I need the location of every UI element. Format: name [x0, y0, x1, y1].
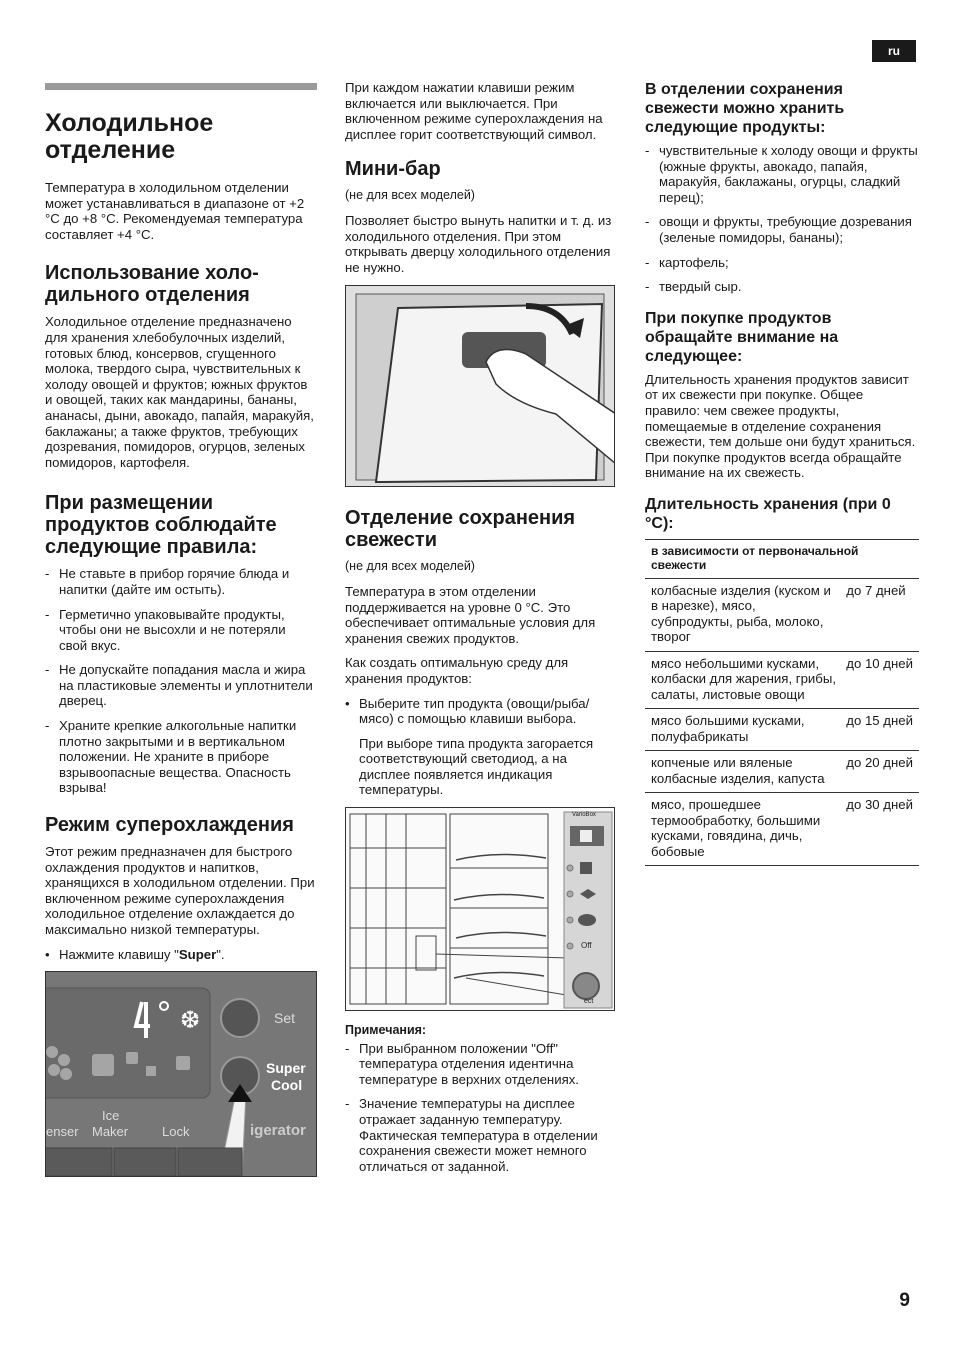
- list-item: - картофель;: [645, 255, 919, 271]
- food-cell: копченые или вяленые колбасные изделия, капуста: [645, 751, 842, 793]
- minibar-figure: [345, 285, 615, 487]
- table-row: [645, 578, 919, 651]
- variobox-label: VarioBox: [572, 812, 596, 819]
- column-2: [345, 80, 617, 1183]
- usage-heading: Использование холо-дильного отделения: [45, 262, 259, 307]
- duration-heading: Длительность хранения (при 0 °C):: [645, 495, 891, 532]
- column-1: [45, 80, 317, 1177]
- food-cell: мясо большими кусками, полуфабрикаты: [645, 709, 842, 751]
- fresh-after-text: При выборе типа продукта загорается соответствующий светодиод, а на дисплее появляется индикация температуры.: [359, 735, 594, 798]
- supercool-continuation: При каждом нажатии клавиши режим включается или выключается. При включенном режиме суперохлаждения на дисплее горит соответствующий символ.: [345, 80, 603, 142]
- page-number: 9: [899, 1290, 910, 1311]
- variobox-figure: [345, 807, 615, 1011]
- food-cell: колбасные изделия (куском и в нарезке), мясо, субпродукты, рыба, молоко, творог: [645, 578, 842, 651]
- fresh-text-1: Температура в этом отделении поддерживается на уровне 0 °C. Это обеспечивает оптимальные условия для хранения свежих продуктов.: [345, 583, 596, 646]
- duration-cell: до 10 дней: [842, 651, 919, 709]
- buy-heading: При покупке продуктов обращайте внимание на следующее:: [645, 309, 839, 365]
- duration-cell: до 20 дней: [842, 751, 919, 793]
- list-item: • Нажмите клавишу "Super".: [45, 947, 317, 963]
- storage-duration-table: [645, 539, 919, 867]
- super-label: Super: [266, 1060, 306, 1077]
- buy-text: Длительность хранения продуктов зависит от их свежести при покупке. Общее правило: чем свежее продукты, помещаемые в отделение сохранения свежести, тем дольше они будут храниться. При покупке продуктов всегда обращайте внимание на их свежесть.: [645, 371, 916, 481]
- minibar-heading: Мини-бар: [345, 158, 441, 181]
- list-item: - овощи и фрукты, требующие дозревания (зеленые помидоры, бананы);: [645, 214, 919, 245]
- column-3: [645, 80, 919, 866]
- usage-text: Холодильное отделение предназначено для хранения хлебобулочных изделий, готовых блюд, консервов, сгущенного молока, твердого сыра, чувствительных к холоду овощей и фруктов; южных фруктов и овощей, таких как мандарины, бананы, ананасы, дыни, авокадо, папайя, маракуйя, баклажаны; а также фруктов, требующих дозревания, помидоров, огурцов, зеленых помидоров, картофеля.: [45, 314, 314, 470]
- list-item: - чувствительные к холоду овощи и фрукты (южные фрукты, авокадо, папайя, маракуйя, баклажаны, огурцы, сладкий перец);: [645, 143, 919, 205]
- list-item: - Не ставьте в прибор горячие блюда и напитки (дайте им остыть).: [45, 566, 317, 597]
- table-row: [645, 793, 919, 866]
- duration-cell: до 15 дней: [842, 709, 919, 751]
- intro-text: Температура в холодильном отделении может устанавливаться в диапазоне от +2 °C до +8 °C. Рекомендуемая температура составляет +4 °C.: [45, 180, 305, 242]
- refrigerator-label: igerator: [250, 1122, 306, 1140]
- ice-label: Ice: [102, 1108, 120, 1124]
- page-title: Холодильное отделение: [45, 109, 214, 164]
- list-item: - При выбранном положении "Off" температура отделения идентична температуре в верхних отделениях.: [345, 1041, 617, 1088]
- cool-label: Cool: [271, 1077, 303, 1094]
- notes-title: Примечания:: [345, 1023, 427, 1038]
- language-badge: ru: [872, 40, 916, 62]
- select-label: ect: [584, 998, 594, 1006]
- list-item: • Выберите тип продукта (овощи/рыба/мясо) с помощью клавиши выбора.: [345, 696, 617, 727]
- lock-label: Lock: [162, 1124, 190, 1140]
- table-row: [645, 751, 919, 793]
- duration-cell: до 7 дней: [842, 578, 919, 651]
- off-label: Off: [581, 941, 592, 951]
- set-label: Set: [274, 1010, 296, 1027]
- fresh-text-2: Как создать оптимальную среду для хранения продуктов:: [345, 655, 569, 686]
- fresh-note: (не для всех моделей): [345, 559, 475, 574]
- food-cell: мясо, прошедшее термообработку, большими кусками, говядина, дичь, бобовые: [645, 793, 842, 866]
- supercool-text: Этот режим предназначен для быстрого охлаждения продуктов и напитков, хранящихся в холодильном отделении. При включенном режиме суперохлаждения холодильное отделение охлаждается до максимально низкой температуры.: [45, 844, 315, 937]
- list-item: - Герметично упаковывайте продукты, чтобы они не высохли и не потеряли свой вкус.: [45, 607, 317, 654]
- maker-label: Maker: [92, 1124, 129, 1140]
- table-row: [645, 651, 919, 709]
- svg-text:❆: ❆: [180, 1006, 201, 1035]
- food-cell: мясо небольшими кусками, колбаски для жарения, грибы, салаты, листовые овощи: [645, 651, 842, 709]
- duration-cell: до 30 дней: [842, 793, 919, 866]
- dispenser-label: enser: [46, 1124, 79, 1140]
- rules-list: [45, 566, 317, 796]
- list-item: - Значение температуры на дисплее отражает заданную температуру. Фактическая температура в отделении сохранения свежести может немного отличаться от заданной.: [345, 1096, 617, 1174]
- list-item: - Храните крепкие алкогольные напитки плотно закрытыми и в вертикальном положении. Не храните в приборе взрывоопасные вещества. Опасность взрыва!: [45, 718, 317, 796]
- control-panel-figure: [45, 971, 317, 1177]
- variobox-illustration: [346, 808, 614, 1010]
- minibar-note: (не для всех моделей): [345, 188, 475, 203]
- list-item: - Не допускайте попадания масла и жира на пластиковые элементы и уплотнители дверец.: [45, 662, 317, 709]
- table-header: в зависимости от первоначальной свежести: [645, 539, 919, 578]
- table-row: [645, 709, 919, 751]
- fresh-heading: Отделение сохранения свежести: [345, 507, 576, 552]
- list-item: - твердый сыр.: [645, 279, 919, 295]
- rules-heading: При размещении продуктов соблюдайте следующие правила:: [45, 492, 277, 559]
- minibar-illustration: [346, 286, 614, 486]
- section-divider-bar: [45, 83, 317, 90]
- minibar-text: Позволяет быстро вынуть напитки и т. д. из холодильного отделения. При этом открывать дверцу холодильного отделения не нужно.: [345, 212, 612, 275]
- keep-heading: В отделении сохранения свежести можно хранить следующие продукты:: [645, 81, 845, 136]
- supercool-heading: Режим суперохлаждения: [45, 814, 294, 837]
